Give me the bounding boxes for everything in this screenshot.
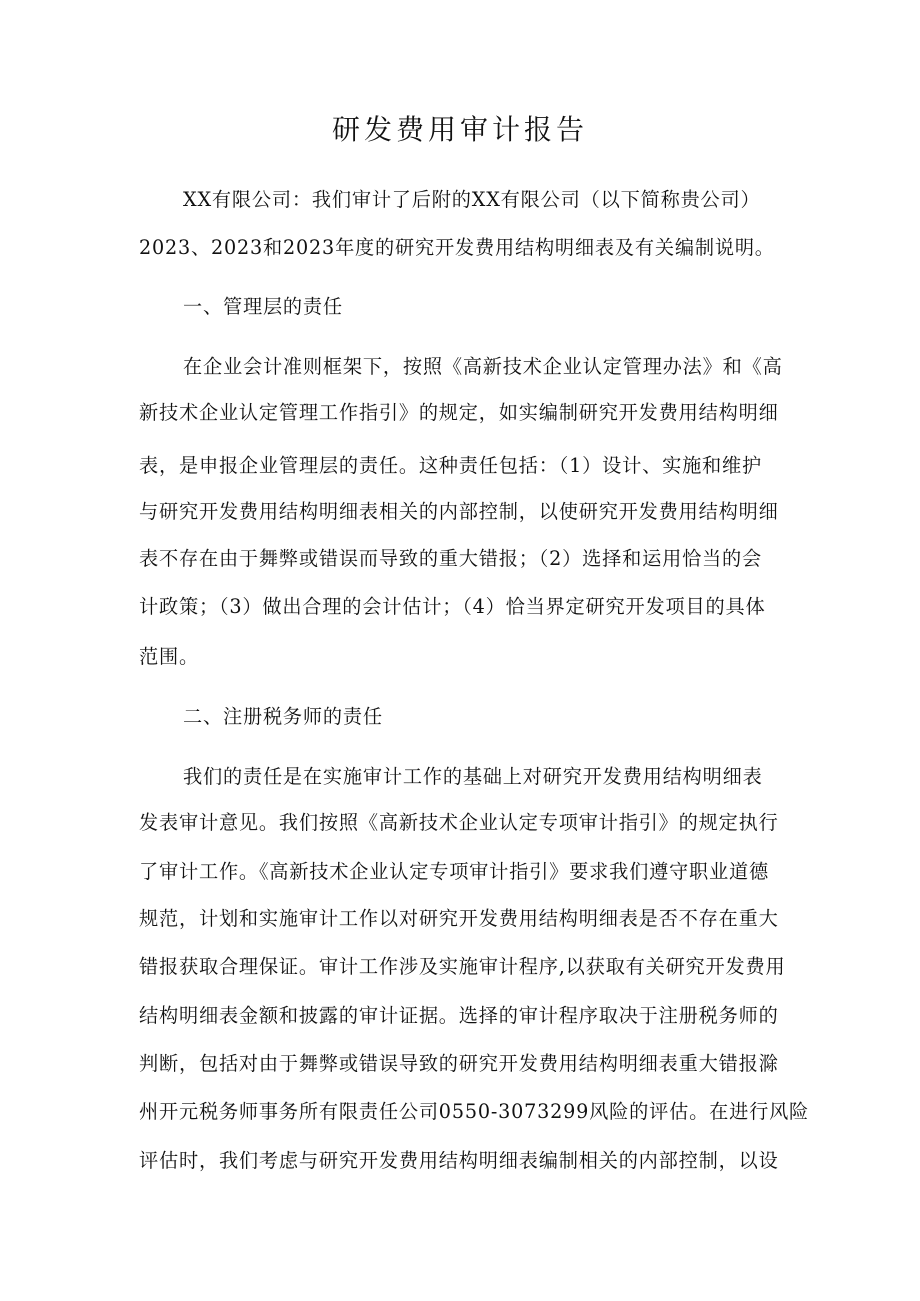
paragraph-line: 在企业会计准则框架下，按照《高新技术企业认定管理办法》和《高 bbox=[183, 355, 783, 378]
paragraph-line: 规范，计划和实施审计工作以对研究开发费用结构明细表是否不存在重大 bbox=[139, 907, 779, 930]
paragraph-line: 表不存在由于舞弊或错误而导致的重大错报；（2）选择和运用恰当的会 bbox=[139, 547, 763, 570]
paragraph-line: 与研究开发费用结构明细表相关的内部控制，以使研究开发费用结构明细 bbox=[139, 500, 779, 523]
paragraph-line: 表，是申报企业管理层的责任。这种责任包括：（1）设计、实施和维护 bbox=[139, 454, 763, 477]
paragraph-line: 2023、2023和2023年度的研究开发费用结构明细表及有关编制说明。 bbox=[139, 236, 775, 259]
section-heading-management: 一、管理层的责任 bbox=[183, 295, 343, 318]
paragraph-line: 判断，包括对由于舞弊或错误导致的研究开发费用结构明细表重大错报滁 bbox=[139, 1052, 779, 1075]
paragraph-line: 错报获取合理保证。审计工作涉及实施审计程序,以获取有关研究开发费用 bbox=[139, 955, 786, 978]
paragraph-line: 评估时，我们考虑与研究开发费用结构明细表编制相关的内部控制，以设 bbox=[139, 1149, 779, 1172]
paragraph-line: XX有限公司：我们审计了后附的XX有限公司（以下简称贵公司） bbox=[183, 188, 761, 211]
paragraph-line: 结构明细表金额和披露的审计证据。选择的审计程序取决于注册税务师的 bbox=[139, 1004, 779, 1027]
document-title: 研发费用审计报告 bbox=[331, 113, 588, 146]
section-heading-tax-agent: 二、注册税务师的责任 bbox=[183, 705, 383, 728]
paragraph-line: 计政策；（3）做出合理的会计估计；（4）恰当界定研究开发项目的具体 bbox=[139, 595, 766, 618]
paragraph-line: 我们的责任是在实施审计工作的基础上对研究开发费用结构明细表 bbox=[183, 765, 763, 788]
paragraph-line: 范围。 bbox=[139, 645, 199, 668]
paragraph-line: 发表审计意见。我们按照《高新技术企业认定专项审计指引》的规定执行 bbox=[139, 811, 779, 834]
paragraph-line: 新技术企业认定管理工作指引》的规定，如实编制研究开发费用结构明细 bbox=[139, 401, 779, 424]
paragraph-line: 州开元税务师事务所有限责任公司0550-3073299风险的评估。在进行风险 bbox=[139, 1100, 810, 1123]
paragraph-line: 了审计工作。《高新技术企业认定专项审计指引》要求我们遵守职业道德 bbox=[139, 860, 769, 883]
